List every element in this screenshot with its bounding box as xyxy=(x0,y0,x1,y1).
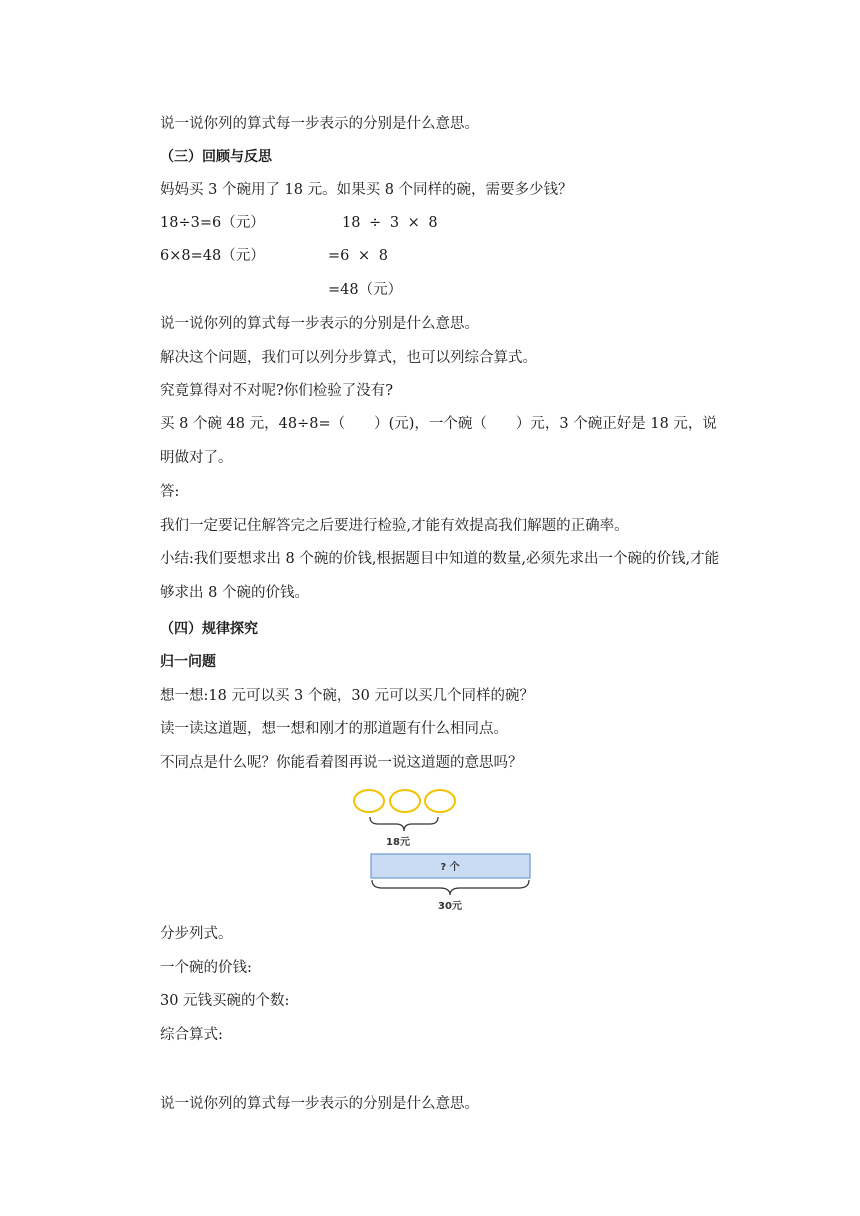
step-equation-2: 6×8=48（元） xyxy=(160,248,265,264)
solve-note: 解决这个问题，我们可以列分步算式，也可以列综合算式。 xyxy=(160,350,537,366)
read-line: 读一读这道题，想一想和刚才的那道题有什么相同点。 xyxy=(160,721,508,737)
summary-paragraph: 小结:我们要想求出 8 个碗的价钱,根据题目中知道的数量,必须先求出一个碗的价钱,才能够求出 8 个碗的价钱。 xyxy=(160,551,720,601)
final-line: 说一说你列的算式每一步表示的分别是什么意思。 xyxy=(160,1096,479,1112)
section3-heading: （三）回顾与反思 xyxy=(160,149,272,165)
price-label: 一个碗的价钱: xyxy=(160,960,252,976)
combined-label: 综合算式: xyxy=(160,1027,223,1043)
reminder-line: 我们一定要记住解答完之后要进行检验,才能有效提高我们解题的正确率。 xyxy=(160,518,629,534)
step-label: 分步列式。 xyxy=(160,926,233,942)
count-label: 30 元钱买碗的个数: xyxy=(160,993,290,1009)
top-brace xyxy=(370,817,438,831)
combined-equation-3: =48（元） xyxy=(328,282,403,298)
explain-line: 说一说你列的算式每一步表示的分别是什么意思。 xyxy=(160,316,479,332)
bottom-brace xyxy=(372,880,529,895)
answer-label: 答: xyxy=(160,484,180,500)
bottom-brace-label: 30元 xyxy=(438,901,462,912)
check-question: 究竟算得对不对呢?你们检验了没有? xyxy=(160,383,394,399)
bowl-oval-2 xyxy=(390,790,420,812)
combined-equation-2: =6 × 8 xyxy=(328,248,388,264)
bowl-diagram xyxy=(340,782,560,912)
top-brace-label: 18元 xyxy=(386,837,410,848)
subheading: 归一问题 xyxy=(160,654,216,670)
difference-line: 不同点是什么呢？你能看着图再说一说这道题的意思吗？ xyxy=(160,755,523,771)
bowl-oval-3 xyxy=(425,790,455,812)
check-paragraph: 买 8 个碗 48 元，48÷8=（ ）(元)，一个碗（ ）元，3 个碗正好是 18 元，说明做对了。 xyxy=(160,416,717,466)
bowl-oval-1 xyxy=(354,790,384,812)
unknown-count-label: ? 个 xyxy=(440,862,460,873)
think-line: 想一想:18 元可以买 3 个碗，30 元可以买几个同样的碗？ xyxy=(160,688,534,704)
combined-equation-1: 18 ÷ 3 × 8 xyxy=(342,215,438,231)
section4-heading: （四）规律探究 xyxy=(160,621,258,637)
intro-line: 说一说你列的算式每一步表示的分别是什么意思。 xyxy=(160,116,479,132)
step-equation-1: 18÷3=6（元） xyxy=(160,215,265,231)
problem1-text: 妈妈买 3 个碗用了 18 元。如果买 8 个同样的碗，需要多少钱？ xyxy=(160,182,573,198)
